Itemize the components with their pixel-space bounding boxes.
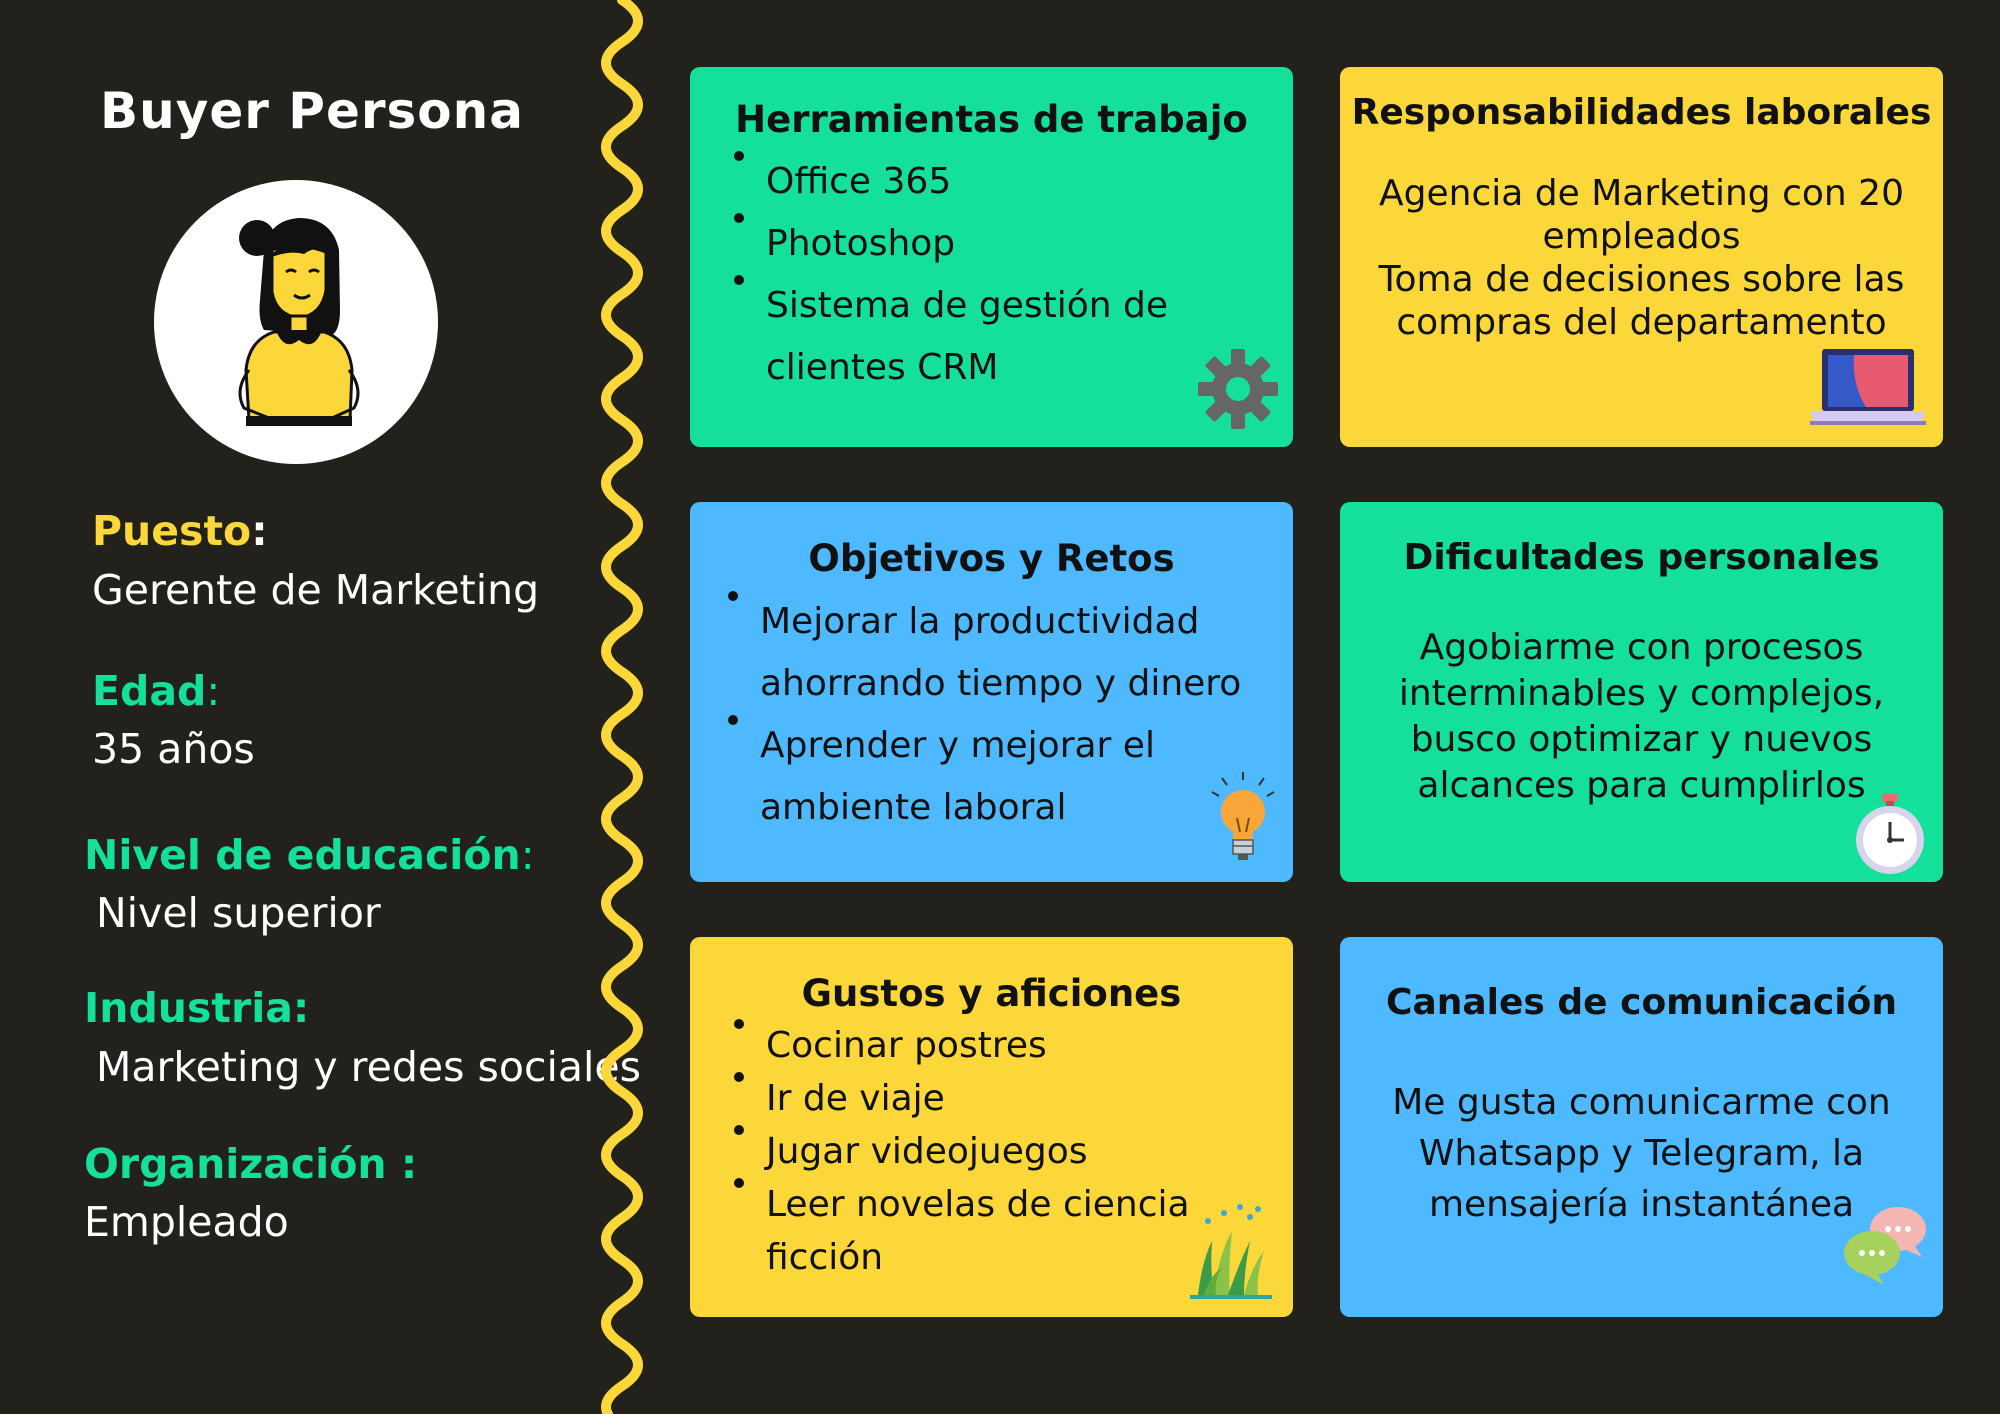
lightbulb-icon: [1208, 770, 1278, 870]
card-responsabilidades-line1: Agencia de Marketing con 20 empleados: [1379, 173, 1904, 257]
card-gustos-title: Gustos y aficiones: [801, 972, 1182, 1015]
card-responsabilidades: [1340, 67, 1943, 447]
education-label: Nivel de educación:: [84, 831, 535, 879]
card-objetivos: [690, 502, 1293, 882]
card-canales-text: Me gusta comunicarme con Whatsapp y Telegram, la mensajería instantánea: [1392, 1082, 1891, 1225]
card-dificultades-title: Dificultades personales: [1403, 537, 1880, 578]
list-item: Aprender y mejorar el ambiente laboral: [720, 715, 1250, 839]
laptop-icon: [1806, 345, 1930, 429]
list-item: Photoshop: [726, 213, 1246, 275]
industry-label: Industria:: [84, 984, 310, 1032]
card-canales: [1340, 937, 1943, 1317]
card-dificultades: [1340, 502, 1943, 882]
card-herramientas: [690, 67, 1293, 447]
age-label: Edad:: [92, 667, 221, 715]
card-objetivos-list: [720, 591, 1250, 839]
list-item: Ir de viaje: [726, 1072, 1236, 1125]
stopwatch-icon: [1852, 792, 1928, 876]
woman-illustration-icon: [154, 180, 438, 464]
list-item: Sistema de gestión de clientes CRM: [726, 275, 1246, 399]
avatar: [154, 180, 438, 464]
card-herramientas-title: Herramientas de trabajo: [735, 98, 1248, 141]
education-value: Nivel superior: [96, 889, 381, 937]
page-title: Buyer Persona: [100, 82, 524, 140]
list-item: Jugar videojuegos: [726, 1125, 1236, 1178]
wavy-divider: [600, 0, 680, 1414]
gear-icon: [1196, 347, 1280, 431]
card-responsabilidades-title: Responsabilidades laborales: [1351, 92, 1932, 133]
card-objetivos-title: Objetivos y Retos: [808, 537, 1175, 580]
card-gustos-list: [726, 1019, 1236, 1284]
organization-label: Organización :: [84, 1140, 418, 1188]
list-item: Leer novelas de ciencia ficción: [726, 1178, 1236, 1284]
card-herramientas-list: [726, 151, 1246, 399]
list-item: Office 365: [726, 151, 1246, 213]
organization-value: Empleado: [84, 1198, 289, 1246]
card-responsabilidades-line2: Toma de decisiones sobre las compras del departamento: [1378, 259, 1905, 343]
age-value: 35 años: [92, 725, 255, 773]
industry-value: Marketing y redes sociales: [96, 1043, 641, 1091]
list-item: Mejorar la productividad ahorrando tiempo y dinero: [720, 591, 1250, 715]
list-item: Cocinar postres: [726, 1019, 1236, 1072]
chat-bubbles-icon: [1842, 1199, 1932, 1289]
position-value: Gerente de Marketing: [92, 566, 540, 614]
card-canales-title: Canales de comunicación: [1386, 982, 1897, 1023]
card-gustos: [690, 937, 1293, 1317]
plant-icon: [1188, 1201, 1274, 1301]
card-dificultades-text: Agobiarme con procesos interminables y complejos, busco optimizar y nuevos alcances para cumplirlos: [1398, 627, 1885, 806]
position-label: Puesto:: [92, 507, 268, 555]
